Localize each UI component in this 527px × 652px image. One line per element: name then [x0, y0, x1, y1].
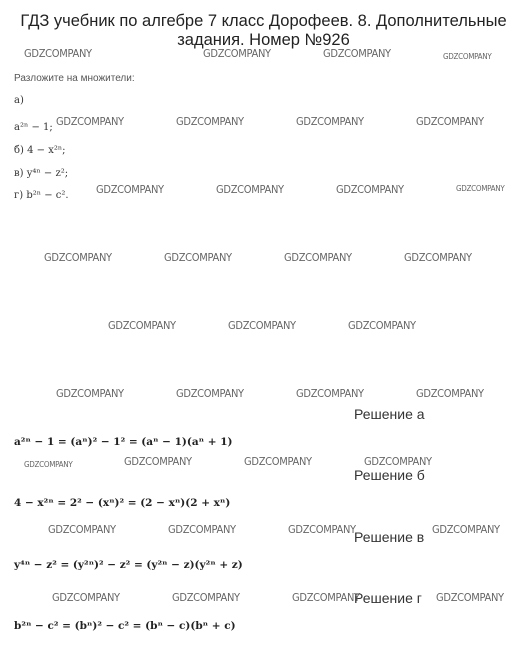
watermark: GDZCOMPANY: [404, 251, 472, 264]
solution-d-heading: Решение г: [354, 590, 422, 606]
watermark: GDZCOMPANY: [48, 523, 116, 536]
task-item-b: [14, 145, 66, 156]
watermark: GDZCOMPANY: [288, 523, 356, 536]
watermark: GDZCOMPANY: [436, 591, 504, 604]
watermark: GDZCOMPANY: [284, 251, 352, 264]
watermark: GDZCOMPANY: [228, 319, 296, 332]
watermark: GDZCOMPANY: [416, 115, 484, 128]
task-expr-c: y⁴ⁿ − z²;: [26, 168, 69, 179]
watermark: GDZCOMPANY: [56, 115, 124, 128]
watermark: GDZCOMPANY: [416, 387, 484, 400]
watermark: GDZCOMPANY: [216, 183, 284, 196]
task-expr-a: a²ⁿ − 1;: [14, 122, 53, 133]
watermark: GDZCOMPANY: [336, 183, 404, 196]
watermark: GDZCOMPANY: [124, 455, 192, 468]
watermark: GDZCOMPANY: [168, 523, 236, 536]
watermark: GDZCOMPANY: [52, 591, 120, 604]
watermark: GDZCOMPANY: [432, 523, 500, 536]
watermark: GDZCOMPANY: [164, 251, 232, 264]
watermark: GDZCOMPANY: [108, 319, 176, 332]
watermark: GDZCOMPANY: [443, 52, 492, 61]
solution-a-formula: a²ⁿ − 1 = (aⁿ)² − 1² = (aⁿ − 1)(aⁿ + 1): [14, 436, 233, 448]
task-label-c: в): [14, 168, 24, 179]
watermark: GDZCOMPANY: [296, 387, 364, 400]
task-expr-b: 4 − x²ⁿ;: [27, 145, 66, 156]
task-expr-d: b²ⁿ − c².: [26, 190, 69, 201]
watermark: GDZCOMPANY: [24, 47, 92, 60]
task-label-d: г): [14, 190, 24, 201]
watermark: GDZCOMPANY: [292, 591, 360, 604]
page-title: ГДЗ учебник по алгебре 7 класс Дорофеев. 8. Дополнительные задания. Номер №926: [20, 12, 507, 49]
solution-d-formula: b²ⁿ − c² = (bⁿ)² − c² = (bⁿ − c)(bⁿ + c): [14, 620, 236, 632]
solution-b-formula: 4 − x²ⁿ = 2² − (xⁿ)² = (2 − xⁿ)(2 + xⁿ): [14, 497, 231, 509]
watermark: GDZCOMPANY: [176, 387, 244, 400]
task-item-d: [14, 190, 69, 201]
solution-a-heading: Решение а: [354, 406, 425, 422]
solution-b-heading: Решение б: [354, 467, 425, 483]
task-intro: Разложите на множители:: [14, 73, 135, 84]
task-item-c: [14, 168, 68, 179]
watermark: GDZCOMPANY: [323, 47, 391, 60]
solution-c-heading: Решение в: [354, 529, 425, 545]
task-label-b: б): [14, 145, 24, 156]
watermark: GDZCOMPANY: [24, 460, 73, 469]
watermark: GDZCOMPANY: [44, 251, 112, 264]
watermark: GDZCOMPANY: [56, 387, 124, 400]
watermark: GDZCOMPANY: [456, 184, 505, 193]
watermark: GDZCOMPANY: [244, 455, 312, 468]
watermark: GDZCOMPANY: [176, 115, 244, 128]
watermark: GDZCOMPANY: [364, 455, 432, 468]
watermark: GDZCOMPANY: [296, 115, 364, 128]
watermark: GDZCOMPANY: [203, 47, 271, 60]
watermark: GDZCOMPANY: [348, 319, 416, 332]
solution-c-formula: y⁴ⁿ − z² = (y²ⁿ)² − z² = (y²ⁿ − z)(y²ⁿ + z): [14, 559, 243, 571]
task-label-a: а): [14, 95, 24, 106]
watermark: GDZCOMPANY: [172, 591, 240, 604]
watermark: GDZCOMPANY: [96, 183, 164, 196]
